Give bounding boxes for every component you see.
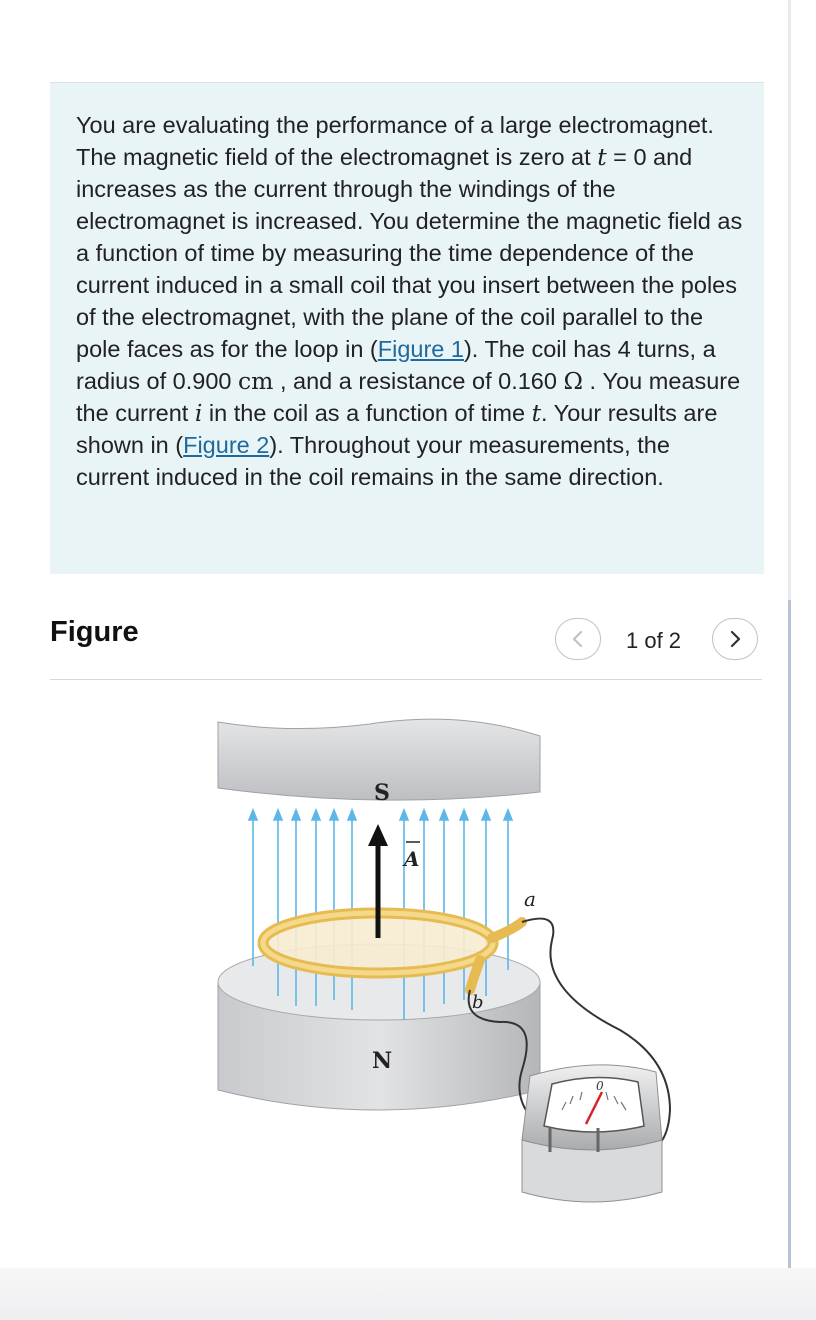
- figure-divider: [50, 679, 762, 680]
- figure-header: [50, 612, 764, 680]
- variable-t: t: [597, 143, 607, 171]
- problem-text: [76, 109, 746, 493]
- south-pole-label: S: [374, 780, 390, 806]
- area-vector-label: A: [404, 847, 420, 871]
- figure-1-link[interactable]: Figure 1: [377, 336, 464, 362]
- variable-i: i: [194, 399, 203, 427]
- next-figure-button[interactable]: [712, 618, 758, 660]
- figure-2-link[interactable]: Figure 2: [183, 432, 270, 458]
- meter-zero-label: 0: [596, 1079, 604, 1093]
- problem-text-part: = 0 and increases as the current through the windings of the electromagnet is increased. You determine the magnetic field as a function of time by measuring the time dependence of the current induced in a small coil that you insert between the poles of the electromagnet, with the plane of the coil parallel to the pole faces as for the loop in (: [76, 144, 743, 362]
- variable-t: t: [531, 399, 542, 427]
- terminal-b-label: b: [472, 992, 484, 1013]
- problem-text-part: in the coil as a function of time: [202, 400, 532, 426]
- electromagnet-figure: [200, 700, 680, 1230]
- unit-cm: cm: [238, 367, 274, 395]
- chevron-right-icon: [728, 630, 742, 648]
- north-pole-label: N: [372, 1048, 393, 1074]
- problem-text-part: You are evaluating the performance of a large electromagnet. The magnetic field of the electromagnet is zero at: [76, 112, 714, 170]
- previous-figure-button[interactable]: [555, 618, 601, 660]
- galvanometer: [522, 1065, 662, 1202]
- figure-pager: 1 of 2: [626, 628, 682, 653]
- problem-text-part: ). Throughout your measurements, the current induced in the coil remains in the same direction.: [76, 432, 670, 490]
- figure-title: Figure: [50, 616, 139, 648]
- terminal-a-label: a: [524, 887, 536, 911]
- scrollbar-thumb[interactable]: [788, 600, 791, 1268]
- coil-lead-a: [492, 922, 522, 938]
- problem-text-part: , and a resistance of 0.160: [273, 368, 564, 394]
- unit-ohm: Ω: [563, 367, 583, 395]
- problem-statement-box: [50, 82, 764, 574]
- chevron-left-icon: [571, 630, 585, 648]
- problem-text-part: ). The coil has 4 turns, a radius of 0.900: [76, 336, 716, 394]
- bottom-toolbar: [0, 1268, 816, 1320]
- problem-text-part: . Your results are shown in (: [76, 400, 718, 458]
- problem-text-part: . You measure the current: [76, 368, 741, 426]
